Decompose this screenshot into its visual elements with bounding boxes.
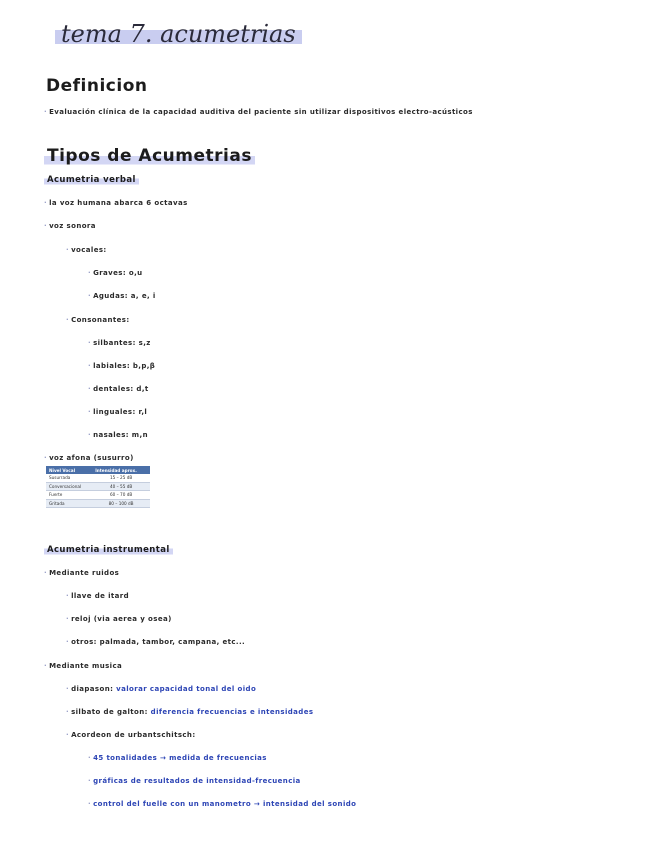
table-row: Susurrada 15 – 25 dB <box>46 474 150 482</box>
list-item: · Mediante ruidos <box>44 569 120 577</box>
list-item: · diapason: valorar capacidad tonal del oido <box>66 685 257 693</box>
list-item: · nasales: m,n <box>88 431 148 439</box>
table-row: Conversacional 40 – 55 dB <box>46 482 150 491</box>
list-item: · linguales: r,l <box>88 408 148 416</box>
list-item: · reloj (via aerea y osea) <box>66 615 172 623</box>
list-item: · voz sonora <box>44 222 96 230</box>
tipos-heading: Tipos de Acumetrias <box>44 146 255 166</box>
table-row: Fuerte 60 – 70 dB <box>46 491 150 500</box>
list-item: · Agudas: a, e, i <box>88 292 156 300</box>
acumetria-verbal-heading: Acumetria verbal <box>44 175 139 185</box>
list-item: · vocales: <box>66 246 107 254</box>
list-item: · silbantes: s,z <box>88 339 151 347</box>
list-item: · voz afona (susurro) <box>44 454 134 462</box>
list-item: · otros: palmada, tambor, campana, etc... <box>66 638 246 646</box>
definicion-heading: Definicion <box>46 76 148 96</box>
list-item: · Graves: o,u <box>88 269 143 277</box>
list-item: · la voz humana abarca 6 octavas <box>44 199 188 207</box>
intensity-table <box>46 466 150 508</box>
table-header: Intensidad aprox. <box>92 466 150 474</box>
list-item: · dentales: d,t <box>88 385 149 393</box>
list-item: · Mediante musica <box>44 662 123 670</box>
list-item: · gráficas de resultados de intensidad-frecuencia <box>88 777 301 785</box>
acumetria-instrumental-heading: Acumetria instrumental <box>44 545 173 555</box>
table-row: Gritada 80 – 100 dB <box>46 499 150 508</box>
list-item: · 45 tonalidades → medida de frecuencias <box>88 754 267 762</box>
list-item: · silbato de galton: diferencia frecuencias e intensidades <box>66 708 314 716</box>
list-item: · Acordeon de urbantschitsch: <box>66 731 196 739</box>
list-item: · llave de itard <box>66 592 130 600</box>
definicion-text: · Evaluación clínica de la capacidad auditiva del paciente sin utilizar dispositivos electro-acústicos <box>44 108 473 116</box>
table-header: Nivel Vocal <box>46 466 92 474</box>
list-item: · Consonantes: <box>66 316 130 324</box>
list-item: · control del fuelle con un manometro → intensidad del sonido <box>88 800 357 808</box>
list-item: · labiales: b,p,β <box>88 362 156 370</box>
page-title: tema 7. acumetrias <box>55 20 302 48</box>
